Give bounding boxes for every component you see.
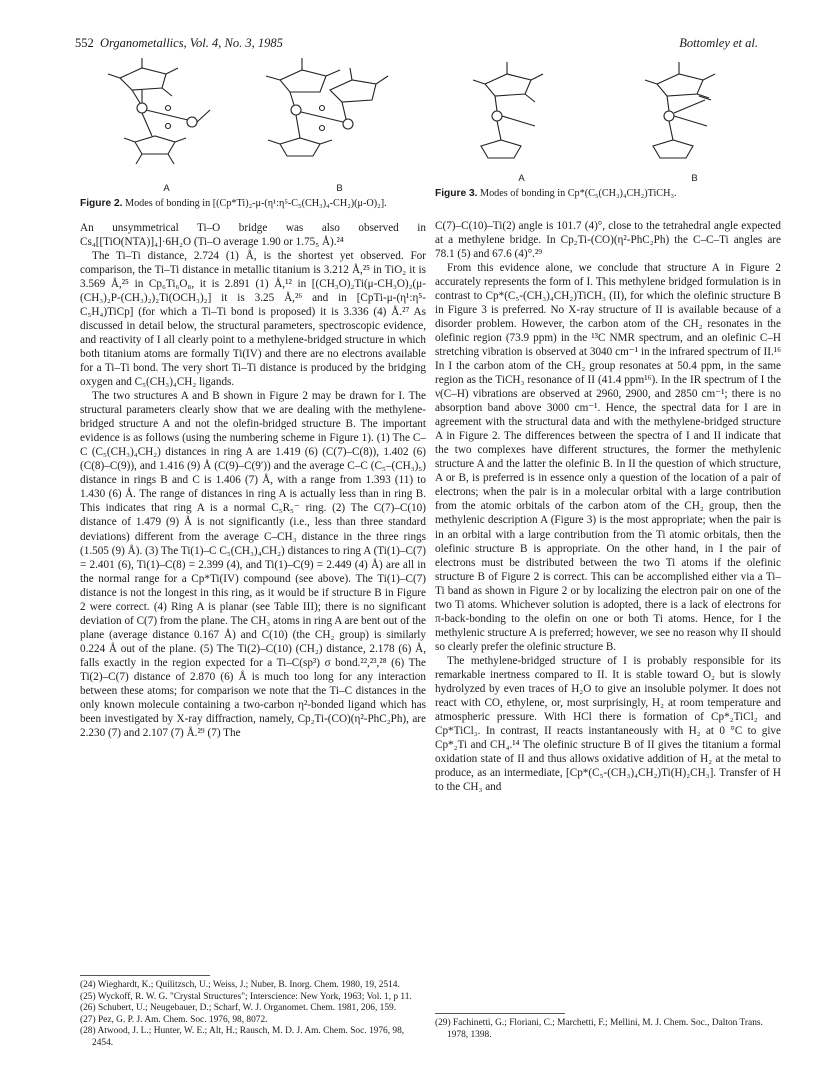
left-paragraph-3: The two structures A and B shown in Figure 2 may be drawn for I. The structural parameters clearly show that we are dealing with the methylene-bridged structure A and not the olefin-bridged structure B. The important evidence is as follows (using the numbering scheme in Figure 1). (1) The C–C (C₅(CH₃)₄CH₂) distances in ring A are 1.419 (6) (C(7)–C(8)), 1.402 (6) (C(8)–C(9)), and 1.416 (9) Å (C(9)–C(9′)) and the average C–C (C₅–(CH₃)₅) distance in rings B and C is 1.406 (7) Å, with a range from 1.393 (11) to 1.430 (6) Å. The range of distances in ring A is actually less than in ring B. This indicates that ring A is a normal C₅R₅⁻ ring. (2) The C(7)–C(10) distance of 1.479 (9) Å is not significantly (i.e., less than three standard deviations) different from the average C–CH₃ distance in the three rings (1.505 (9) Å). (3) The Ti(1)–C C₅(CH₃)₄CH₂) distances to ring A (Ti(1)–C(7) = 2.401 (6), Ti(1)–C(8) = 2.399 (4), and Ti(1)–C(9) = 2.449 (4) Å) are all in the normal range for a Cp*Ti(IV) compound (see above). The Ti(1)–C(7) distance is not the longest in this ring, as it would be if structure B in Figure 2 were correct. (4) Ring A is planar (see Table III); there is no significant deviation of C(7) from the plane. The CH₃ atoms in ring A are bent out of the plane (average distance 0.167 Å) and C(10) (the CH₂ group) is similarly 0.224 Å out of the plane. (5) The Ti(2)–C(10) (CH₂) distance, 2.178 (6) Å, falls exactly in the region expected for a Ti–C(sp³) σ bond.²²,²³,²⁸ (6) The Ti(2)–C(7) distance of 2.870 (6) Å is much too long for any interaction between these atoms; for comparison we note that the Ti–C distances in the only known molecule containing a two-carbon η²-bonded ligand which has been investigated by X-ray diffraction, namely, Cp₂Ti-(CO)(η²-PhC₂Ph), are 2.230 (7) and 2.107 (7) Å.²⁹ (7) The [80, 390, 426, 740]
footnote-divider-left [80, 975, 210, 976]
structure-2b [266, 58, 388, 156]
right-paragraph-2: From this evidence alone, we conclude that structure A in Figure 2 accurately represents the form of I. This methylene bridged formulation is in contrast to Cp*(C₅-(CH₃)₄CH₂)TiCH₃ (II), for which the olefinic structure B in Figure 3 is preferred. No X-ray structure of II is available because of a disorder problem. However, the carbon atom of the CH₂ resonates in the olefinic region (73.9 ppm) in the ¹³C NMR spectrum, and an olefinic C–H stretching vibration is observed at 3040 cm⁻¹ in the infrared spectrum of II.¹⁶ In I the carbon atom of the CH₂ group resonates at 50.4 ppm, in the same region as the TiCH₃ resonance of II (41.4 ppm¹⁶). In the IR spectrum of I the ν(C–H) vibrations are observed at 2960, 2900, and 2850 cm⁻¹; there is no absorption band above 3000 cm⁻¹. Hence, the spectral data for I are in agreement with the structural data and with the methylene-bridged structure A in Figure 2. The differences between the spectra of I and II indicate that the two complexes have different structures, the former the methylenic structure A and the latter the olefinic B. In II the question of which structure, A or B, is preferred is in essence only a question of the location of a pair of electrons; when the pair is in a molecular orbital with a large contribution from the atomic orbitals of the carbon atom of the CH₂ group, then the methylenic description A (Figure 3) is the most appropriate; when the pair is in an orbital with a large contribution from the Ti atomic orbitals, then the olefinic structure B is appropriate. On the other hand, in I the pair of electrons must be distributed between the two Ti atoms if the olefinic structure B of Figure 2 is correct. This can be accomplished either via a Ti–Ti band as shown in Figure 2 or by localizing the electron pair on one of the two Ti atoms. Whichever solution is adopted, there is a lack of electrons for π-back-bonding to the olefin on one or both Ti atoms. Hence, for I the methylenic structure A is preferred; however, we see no reason why II should so clearly prefer the olefinic structure B. [435, 261, 781, 653]
figure-3-caption-label: Figure 3. [435, 188, 478, 199]
figure-2-caption-text: Modes of bonding in [(Cp*Ti)₂-μ-(η¹:η⁵-C₅(CH₃)₄-CH₂)(μ-O)₂]. [125, 198, 387, 209]
running-authors: Bottomley et al. [679, 36, 758, 50]
footnotes-right [435, 1018, 781, 1041]
figure-3-caption [435, 188, 781, 201]
footnote-27: (27) Pez, G. P. J. Am. Chem. Soc. 1976, 98, 8072. [80, 1014, 268, 1025]
figure-2-drawing [80, 50, 426, 180]
journal-citation: Organometallics, Vol. 4, No. 3, 1985 [100, 36, 283, 50]
footnotes-left [80, 980, 426, 1050]
structure-3b [645, 62, 715, 158]
page-number: 552 [75, 36, 94, 50]
right-paragraph-1: C(7)–C(10)–Ti(2) angle is 101.7 (4)°, close to the tetrahedral angle expected at a methylene bridge. In Cp₂Ti-(CO)(η²-PhC₂Ph) the C–C–Ti angles are 78.1 (5) and 67.6 (4)°.²⁹ [435, 219, 781, 260]
figure-2-structures [80, 50, 426, 180]
footnote-29: (29) Fachinetti, G.; Floriani, C.; Marchetti, F.; Mellini, M. J. Chem. Soc., Dalton Trans. 1978, 1398. [435, 1018, 763, 1040]
left-column [80, 50, 426, 740]
right-column [435, 50, 781, 794]
structure-2a [108, 58, 210, 164]
left-paragraph-2: The Ti–Ti distance, 2.724 (1) Å, is the shortest yet observed. For comparison, the Ti–Ti distance in metallic titanium is 3.212 Å,²⁵ in TiO₂ it is 3.569 Å,²⁵ in Cp₆Ti₆O₈, it is 2.891 (1) Å,¹² in [(CH₃O)₂Ti(μ-CH₃O)₂(μ-(CH₃)₂P-(CH₃)₂)₂Ti(OCH₃)₂] it is 3.25 Å,²⁶ and in [CpTi-μ-(η¹:η⁵-C₅H₄)TiCp] (for which a Ti–Ti bond is proposed) it is 3.336 (4) Å.²⁷ As discussed in detail below, the structural parameters, spectroscopic evidence, and reactivity of I all clearly point to a methylene-bridged structure in which both titanium atoms are formally Ti(IV) and there are no electrons available for a Ti–Ti bond. The very short Ti–Ti distance is produced by the bridging oxygen and C₅(CH₃)₄CH₂ ligands. [80, 249, 426, 389]
figure-3-structures [435, 50, 781, 170]
figure-2-label-a: A [163, 183, 170, 194]
footnote-28: (28) Atwood, J. L.; Hunter, W. E.; Alt, H.; Rausch, M. D. J. Am. Chem. Soc. 1976, 98, 2454. [80, 1026, 405, 1048]
figure-3-label-a: A [518, 173, 525, 184]
figure-2-caption-label: Figure 2. [80, 198, 123, 209]
footnote-25: (25) Wyckoff, R. W. G. "Crystal Structures"; Interscience: New York, 1963; Vol. 1, p 11. [80, 991, 412, 1002]
figure-3-label-b: B [691, 173, 698, 184]
right-paragraph-3: The methylene-bridged structure of I is probably responsible for its remarkable inertness compared to II. It is stable toward O₂ but is slowly hydrolyzed by even traces of H₂O to give an insoluble polymer. It does not react with CO, ethylene, or, most surprisingly, H₂ at room temperature and atmospheric pressure. With HCl there is formation of Cp*₂TiCl₂ and Cp*TiCl₃. In contrast, II reacts instantaneously with H₂ at 0 °C to give Cp*₂Ti and CH₄.¹⁴ The olefinic structure B of II gives the titanium a formal oxidation state of II and thus allows oxidative addition of H₂ at the metal to produce, as an intermediate, [Cp*(C₅-(CH₃)₄CH₂)Ti(H)₂CH₃]. Transfer of H to the CH₃ and [435, 654, 781, 794]
figure-3-drawing [435, 50, 781, 170]
structure-3a [473, 62, 543, 158]
figure-3-caption-text: Modes of bonding in Cp*(C₅(CH₃)₄CH₂)TiCH₃. [480, 188, 677, 199]
left-paragraph-1: An unsymmetrical Ti–O bridge was also observed in Cs₄[[TiO(NTA)]₄]·6H₂O (Ti–O average 1.90 or 1.75₅ Å).²⁴ [80, 221, 426, 248]
footnote-24: (24) Wieghardt, K.; Quilitzsch, U.; Weiss, J.; Nuber, B. Inorg. Chem. 1980, 19, 2514. [80, 980, 400, 990]
figure-2-label-b: B [336, 183, 343, 194]
footnote-divider-right [435, 1013, 565, 1014]
footnote-26: (26) Schubert, U.; Neugebauer, D.; Scharf, W. J. Organomet. Chem. 1981, 206, 159. [80, 1003, 397, 1014]
figure-2-caption [80, 198, 426, 211]
